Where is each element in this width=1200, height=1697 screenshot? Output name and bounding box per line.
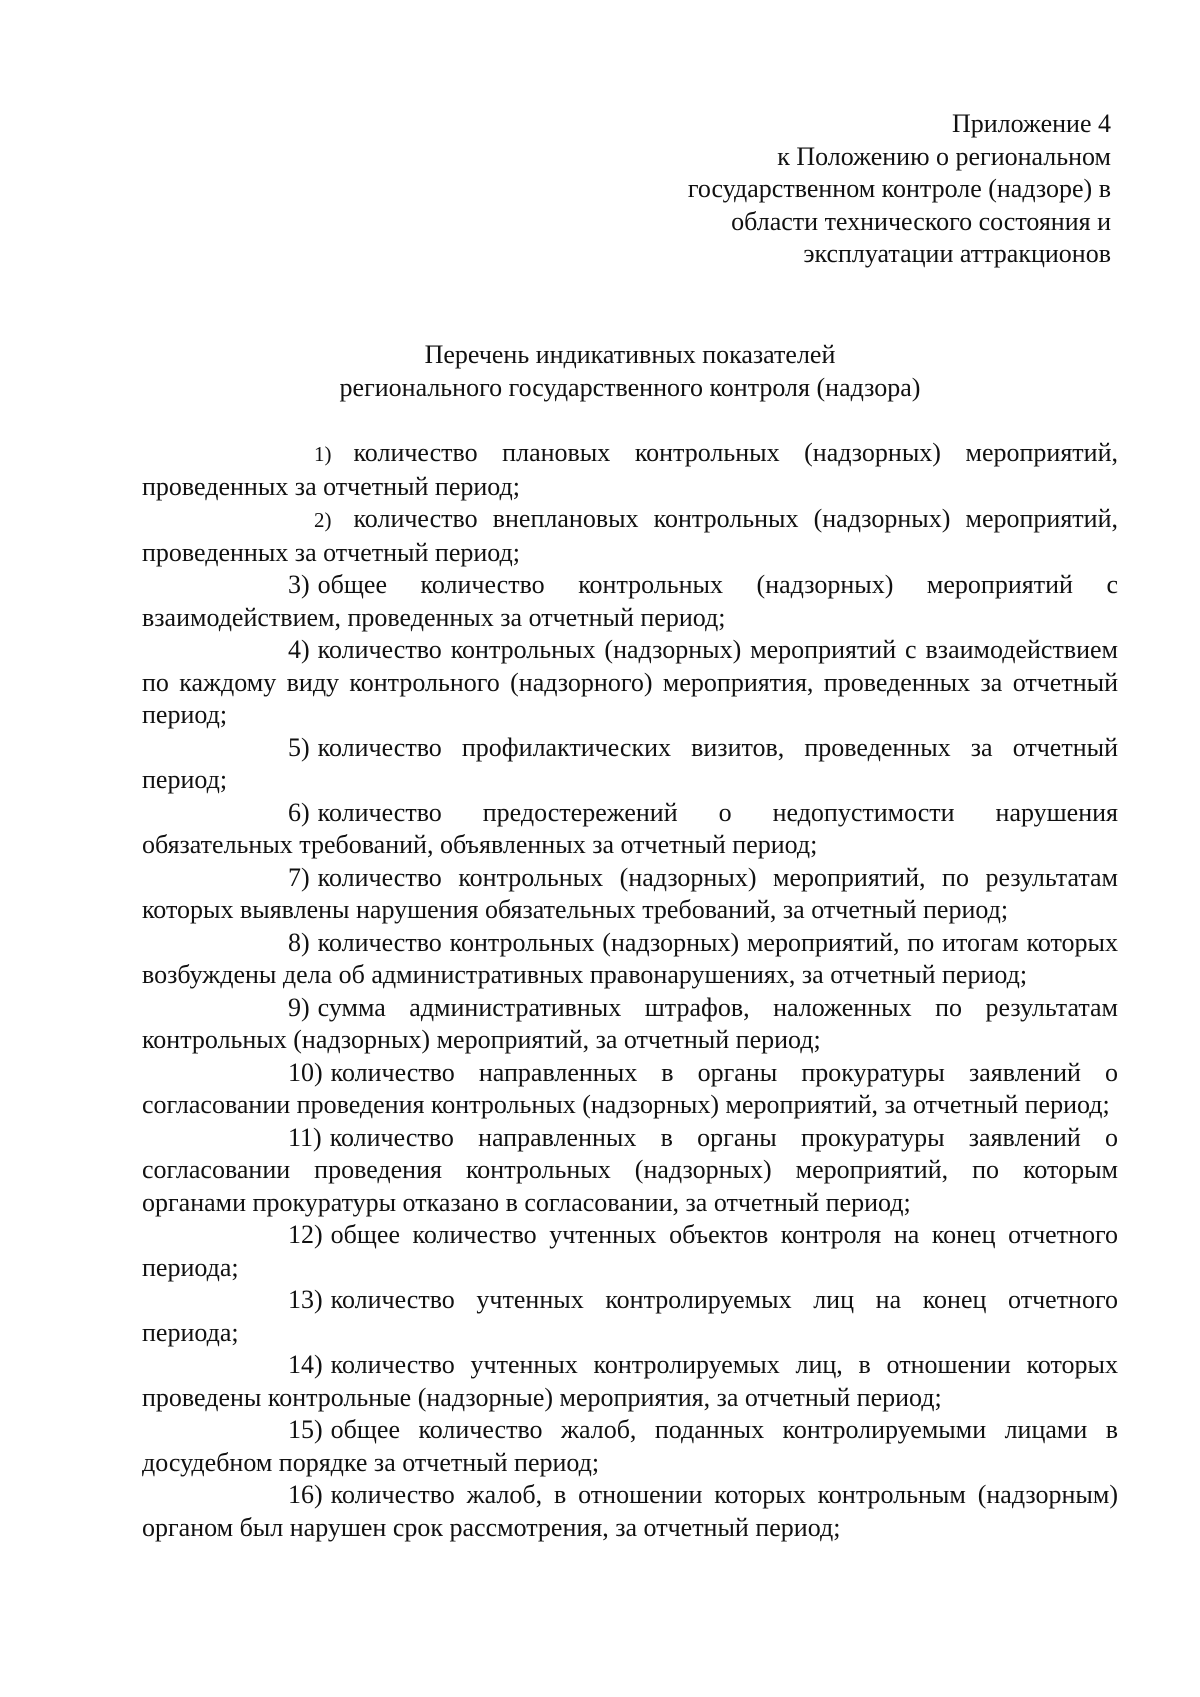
appendix-header: [551, 108, 1111, 271]
indicator-list: [142, 437, 1118, 1544]
list-item: [142, 1414, 1118, 1479]
list-item: [142, 634, 1118, 732]
appendix-line: государственном контроле (надзоре) в: [687, 174, 1111, 203]
title-line-2: регионального государственного контроля (надзора): [339, 372, 921, 402]
list-item: [142, 927, 1118, 992]
document-title: [140, 339, 1120, 404]
list-item: [142, 569, 1118, 634]
list-item: [142, 503, 1118, 569]
item-number: 15): [288, 1415, 323, 1444]
appendix-line: Приложение 4: [951, 109, 1111, 138]
list-item: [142, 732, 1118, 797]
list-item: [142, 1479, 1118, 1544]
title-line-1: Перечень индикативных показателей: [424, 340, 836, 369]
item-number: 4): [288, 635, 310, 664]
item-text: количество контрольных (надзорных) мероприятий, по результатам которых выявлены нарушения обязательных требований, за отчетный период;: [142, 862, 1118, 924]
list-item: [142, 862, 1118, 927]
item-number: 13): [288, 1285, 323, 1314]
item-number: 12): [288, 1220, 323, 1249]
item-text: количество жалоб, в отношении которых контрольным (надзорным) органом был нарушен срок рассмотрения, за отчетный период;: [142, 1480, 1118, 1542]
item-text: общее количество контрольных (надзорных) мероприятий с взаимодействием, проведенных за отчетный период;: [142, 570, 1118, 632]
appendix-line: области технического состояния и: [731, 206, 1111, 236]
item-text: количество учтенных контролируемых лиц на конец отчетного периода;: [142, 1285, 1118, 1347]
list-item: [142, 1122, 1118, 1220]
appendix-line: к Положению о региональном: [777, 141, 1111, 171]
item-text: количество внеплановых контрольных (надзорных) мероприятий, проведенных за отчетный период;: [142, 504, 1118, 567]
item-text: количество направленных в органы прокуратуры заявлений о согласовании проведения контрольных (надзорных) мероприятий, за отчетный период;: [142, 1057, 1118, 1119]
list-item: [142, 1284, 1118, 1349]
item-number: 9): [288, 992, 310, 1022]
item-text: количество направленных в органы прокуратуры заявлений о согласовании проведения контрольных (надзорных) мероприятий, по которым органами прокуратуры отказано в согласовании, за отчетный период;: [142, 1122, 1118, 1217]
item-number: 1): [314, 442, 332, 466]
list-item: [142, 1349, 1118, 1414]
item-number: 7): [288, 862, 310, 892]
item-text: количество плановых контрольных (надзорных) мероприятий, проведенных за отчетный период;: [142, 438, 1118, 501]
item-text: количество профилактических визитов, проведенных за отчетный период;: [142, 732, 1118, 794]
item-number: 10): [288, 1057, 323, 1087]
list-item: [142, 992, 1118, 1057]
list-item: [142, 1057, 1118, 1122]
item-text: общее количество учтенных объектов контроля на конец отчетного периода;: [142, 1220, 1118, 1282]
item-text: количество контрольных (надзорных) мероприятий, по итогам которых возбуждены дела об административных правонарушениях, за отчетный период;: [142, 927, 1118, 989]
item-number: 8): [288, 927, 310, 957]
item-number: 2): [314, 508, 332, 532]
list-item: [142, 437, 1118, 503]
item-number: 16): [288, 1480, 323, 1509]
item-text: количество контрольных (надзорных) мероприятий с взаимодействием по каждому виду контрольного (надзорного) мероприятия, проведенных за отчетный период;: [142, 635, 1118, 729]
item-number: 6): [288, 797, 310, 827]
item-text: количество учтенных контролируемых лиц, в отношении которых проведены контрольные (надзорные) мероприятия, за отчетный период;: [142, 1350, 1118, 1412]
item-number: 5): [288, 732, 310, 762]
item-text: количество предостережений о недопустимости нарушения обязательных требований, объявленных за отчетный период;: [142, 797, 1118, 859]
item-number: 11): [288, 1122, 322, 1152]
item-text: общее количество жалоб, поданных контролируемыми лицами в досудебном порядке за отчетный период;: [142, 1415, 1118, 1477]
item-number: 14): [288, 1350, 323, 1379]
item-number: 3): [288, 570, 310, 599]
list-item: [142, 797, 1118, 862]
list-item: [142, 1219, 1118, 1284]
item-text: сумма административных штрафов, наложенных по результатам контрольных (надзорных) мероприятий, за отчетный период;: [142, 992, 1118, 1054]
appendix-line: эксплуатации аттракционов: [803, 239, 1111, 268]
